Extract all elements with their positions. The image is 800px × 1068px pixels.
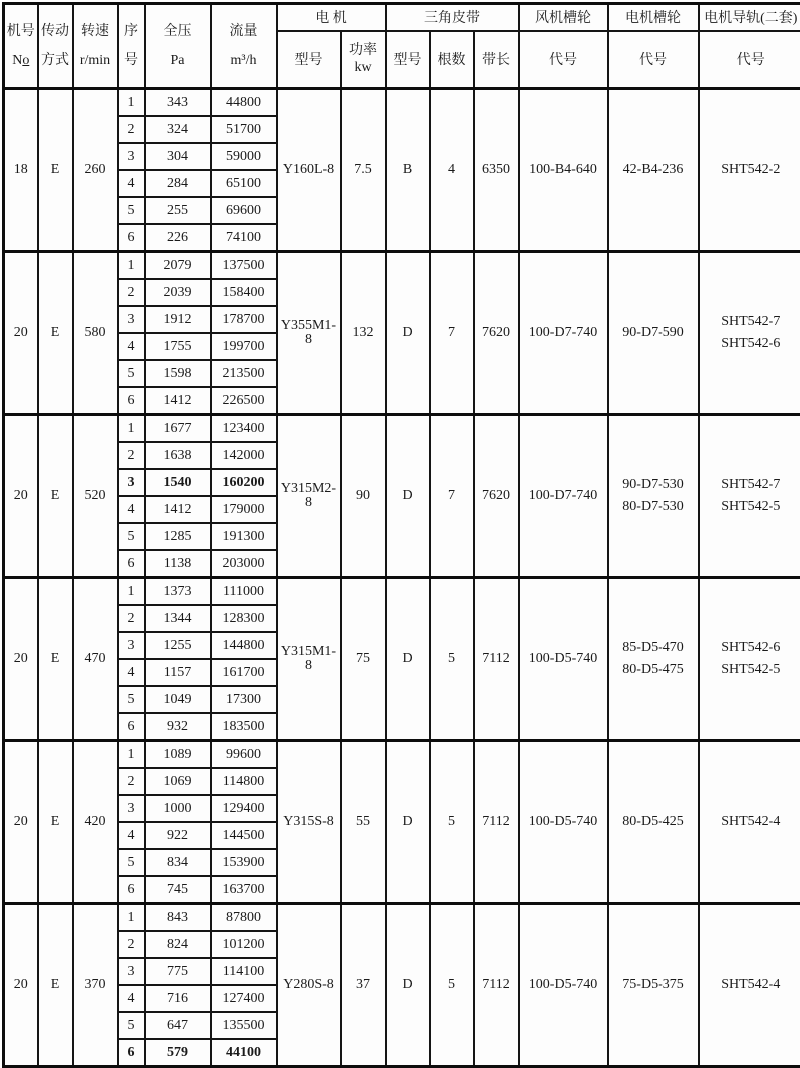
seq-cell: 6 [118, 224, 145, 252]
pressure-cell: 1755 [145, 333, 211, 360]
spec-table [2, 2, 800, 1068]
motor-sheave-cell-line: 80-D7-530 [609, 499, 698, 515]
seq-cell: 1 [118, 578, 145, 606]
motor-model-cell: Y315M2-8 [277, 415, 341, 578]
drive-cell: E [38, 415, 73, 578]
pressure-cell: 1069 [145, 768, 211, 795]
rail-cell [699, 904, 800, 1067]
flow-cell: 178700 [211, 306, 277, 333]
flow-cell: 144800 [211, 632, 277, 659]
table-row [4, 578, 800, 606]
machine-no-cell: 20 [4, 578, 38, 741]
flow-cell: 114100 [211, 958, 277, 985]
drive-cell: E [38, 89, 73, 252]
flow-cell: 203000 [211, 550, 277, 578]
col-header-pressure: 全压 Pa [145, 4, 211, 89]
flow-cell: 144500 [211, 822, 277, 849]
motor-sheave-cell-line: 80-D5-425 [609, 814, 698, 830]
rail-cell [699, 741, 800, 904]
flow-cell: 160200 [211, 469, 277, 496]
seq-cell: 3 [118, 306, 145, 333]
flow-cell: 127400 [211, 985, 277, 1012]
seq-cell: 4 [118, 985, 145, 1012]
pressure-cell: 1412 [145, 496, 211, 523]
pressure-cell: 922 [145, 822, 211, 849]
drive-cell: E [38, 904, 73, 1067]
pressure-cell: 1157 [145, 659, 211, 686]
drive-cell: E [38, 252, 73, 415]
seq-cell: 3 [118, 795, 145, 822]
pressure-cell: 1412 [145, 387, 211, 415]
fan-sheave-cell [519, 252, 608, 415]
motor-sheave-cell [608, 415, 699, 578]
pressure-cell: 1089 [145, 741, 211, 769]
rail-cell [699, 252, 800, 415]
belt-count-cell: 4 [430, 89, 474, 252]
group-header-motor-sheave: 电机槽轮 [608, 4, 699, 31]
pressure-cell: 324 [145, 116, 211, 143]
pressure-cell: 775 [145, 958, 211, 985]
motor-sheave-cell [608, 904, 699, 1067]
flow-cell: 99600 [211, 741, 277, 769]
pressure-cell: 1677 [145, 415, 211, 443]
pressure-cell: 284 [145, 170, 211, 197]
pressure-cell: 1598 [145, 360, 211, 387]
fan-sheave-cell [519, 904, 608, 1067]
flow-cell: 191300 [211, 523, 277, 550]
flow-cell: 65100 [211, 170, 277, 197]
machine-no-label-en: No [5, 53, 37, 68]
rail-cell-line: SHT542-2 [700, 162, 800, 178]
fan-sheave-cell-line: 100-D5-740 [520, 814, 607, 830]
motor-sheave-cell-line: 75-D5-375 [609, 977, 698, 993]
flow-cell: 17300 [211, 686, 277, 713]
seq-cell: 3 [118, 632, 145, 659]
seq-cell: 1 [118, 89, 145, 117]
machine-no-cell: 20 [4, 741, 38, 904]
fan-sheave-cell-line: 100-D7-740 [520, 325, 607, 341]
pressure-cell: 843 [145, 904, 211, 932]
flow-cell: 111000 [211, 578, 277, 606]
table-row [4, 741, 800, 769]
motor-sheave-cell [608, 89, 699, 252]
fan-sheave-cell [519, 741, 608, 904]
speed-cell: 260 [73, 89, 118, 252]
seq-cell: 3 [118, 469, 145, 496]
flow-cell: 128300 [211, 605, 277, 632]
seq-cell: 6 [118, 387, 145, 415]
belt-model-cell: D [386, 415, 430, 578]
pressure-cell: 304 [145, 143, 211, 170]
pressure-cell: 1049 [145, 686, 211, 713]
speed-cell: 520 [73, 415, 118, 578]
flow-cell: 199700 [211, 333, 277, 360]
flow-cell: 123400 [211, 415, 277, 443]
pressure-cell: 2079 [145, 252, 211, 280]
motor-power-cell: 37 [341, 904, 386, 1067]
motor-sheave-cell-line: 90-D7-530 [609, 477, 698, 493]
pressure-cell: 834 [145, 849, 211, 876]
speed-cell: 370 [73, 904, 118, 1067]
seq-cell: 3 [118, 958, 145, 985]
col-header-motor-model: 型号 [277, 31, 341, 89]
pressure-cell: 579 [145, 1039, 211, 1067]
flow-cell: 158400 [211, 279, 277, 306]
rail-cell [699, 578, 800, 741]
rail-cell-line: SHT542-4 [700, 814, 800, 830]
seq-cell: 2 [118, 116, 145, 143]
pressure-cell: 1000 [145, 795, 211, 822]
col-header-flow: 流量 m³/h [211, 4, 277, 89]
pressure-cell: 824 [145, 931, 211, 958]
machine-no-label-cn: 机号 [5, 24, 37, 39]
pressure-cell: 343 [145, 89, 211, 117]
motor-power-cell: 132 [341, 252, 386, 415]
seq-cell: 4 [118, 333, 145, 360]
motor-model-cell: Y315M1-8 [277, 578, 341, 741]
group-header-fan-sheave: 风机槽轮 [519, 4, 608, 31]
group-header-motor: 电 机 [277, 4, 386, 31]
rail-cell-line: SHT542-7 [700, 314, 800, 330]
table-row [4, 904, 800, 932]
motor-sheave-cell-line: 80-D5-475 [609, 662, 698, 678]
col-header-belt-model: 型号 [386, 31, 430, 89]
machine-no-cell: 20 [4, 415, 38, 578]
pressure-cell: 226 [145, 224, 211, 252]
col-header-machine-no [4, 4, 38, 89]
drive-cell: E [38, 578, 73, 741]
col-header-drive: 传动 方式 [38, 4, 73, 89]
col-header-belt-length: 带长 [474, 31, 519, 89]
motor-model-cell: Y315S-8 [277, 741, 341, 904]
seq-cell: 1 [118, 741, 145, 769]
speed-cell: 580 [73, 252, 118, 415]
col-header-rail-code: 代号 [699, 31, 800, 89]
rail-cell-line: SHT542-5 [700, 499, 800, 515]
pressure-cell: 1285 [145, 523, 211, 550]
flow-cell: 87800 [211, 904, 277, 932]
fan-sheave-cell [519, 578, 608, 741]
group-header-belt: 三角皮带 [386, 4, 519, 31]
flow-cell: 226500 [211, 387, 277, 415]
col-header-fan-sheave-code: 代号 [519, 31, 608, 89]
flow-cell: 213500 [211, 360, 277, 387]
pressure-cell: 1344 [145, 605, 211, 632]
motor-model-cell: Y280S-8 [277, 904, 341, 1067]
pressure-cell: 932 [145, 713, 211, 741]
fan-sheave-cell [519, 89, 608, 252]
seq-cell: 5 [118, 523, 145, 550]
seq-cell: 1 [118, 252, 145, 280]
seq-cell: 2 [118, 768, 145, 795]
belt-count-cell: 5 [430, 578, 474, 741]
table-row [4, 89, 800, 117]
speed-cell: 420 [73, 741, 118, 904]
rail-cell-line: SHT542-7 [700, 477, 800, 493]
spec-table-header [4, 4, 800, 89]
flow-cell: 183500 [211, 713, 277, 741]
flow-cell: 163700 [211, 876, 277, 904]
pressure-cell: 1138 [145, 550, 211, 578]
rail-cell [699, 89, 800, 252]
flow-cell: 74100 [211, 224, 277, 252]
pressure-cell: 647 [145, 1012, 211, 1039]
flow-cell: 129400 [211, 795, 277, 822]
seq-cell: 5 [118, 1012, 145, 1039]
motor-sheave-cell-line: 85-D5-470 [609, 640, 698, 656]
col-header-motor-power: 功率 kw [341, 31, 386, 89]
header-group-row [4, 4, 800, 31]
belt-model-cell: D [386, 578, 430, 741]
belt-model-cell: D [386, 252, 430, 415]
motor-power-cell: 75 [341, 578, 386, 741]
flow-cell: 114800 [211, 768, 277, 795]
flow-cell: 161700 [211, 659, 277, 686]
pressure-cell: 745 [145, 876, 211, 904]
seq-cell: 1 [118, 904, 145, 932]
motor-power-cell: 55 [341, 741, 386, 904]
flow-cell: 179000 [211, 496, 277, 523]
seq-cell: 1 [118, 415, 145, 443]
seq-cell: 2 [118, 931, 145, 958]
flow-cell: 101200 [211, 931, 277, 958]
fan-sheave-cell-line: 100-B4-640 [520, 162, 607, 178]
pressure-cell: 716 [145, 985, 211, 1012]
motor-sheave-cell-line: 90-D7-590 [609, 325, 698, 341]
table-row [4, 252, 800, 280]
machine-no-cell: 20 [4, 904, 38, 1067]
seq-cell: 6 [118, 1039, 145, 1067]
machine-no-cell: 18 [4, 89, 38, 252]
flow-cell: 51700 [211, 116, 277, 143]
seq-cell: 6 [118, 550, 145, 578]
group-header-rail: 电机导轨(二套) [699, 4, 800, 31]
motor-sheave-cell-line: 42-B4-236 [609, 162, 698, 178]
pressure-cell: 255 [145, 197, 211, 224]
col-header-belt-count: 根数 [430, 31, 474, 89]
seq-cell: 5 [118, 197, 145, 224]
rail-cell [699, 415, 800, 578]
seq-cell: 2 [118, 442, 145, 469]
col-header-motor-sheave-code: 代号 [608, 31, 699, 89]
pressure-cell: 1373 [145, 578, 211, 606]
pressure-cell: 1540 [145, 469, 211, 496]
col-header-speed: 转速 r/min [73, 4, 118, 89]
belt-model-cell: D [386, 904, 430, 1067]
seq-cell: 6 [118, 713, 145, 741]
flow-cell: 153900 [211, 849, 277, 876]
pressure-cell: 1912 [145, 306, 211, 333]
machine-no-cell: 20 [4, 252, 38, 415]
belt-length-cell: 6350 [474, 89, 519, 252]
motor-sheave-cell [608, 741, 699, 904]
motor-sheave-cell [608, 252, 699, 415]
pressure-cell: 1255 [145, 632, 211, 659]
pressure-cell: 1638 [145, 442, 211, 469]
rail-cell-line: SHT542-6 [700, 640, 800, 656]
belt-model-cell: D [386, 741, 430, 904]
rail-cell-line: SHT542-6 [700, 336, 800, 352]
fan-sheave-cell [519, 415, 608, 578]
seq-cell: 5 [118, 360, 145, 387]
flow-cell: 142000 [211, 442, 277, 469]
belt-count-cell: 7 [430, 252, 474, 415]
drive-cell: E [38, 741, 73, 904]
fan-sheave-cell-line: 100-D5-740 [520, 977, 607, 993]
motor-power-cell: 7.5 [341, 89, 386, 252]
rail-cell-line: SHT542-5 [700, 662, 800, 678]
fan-sheave-cell-line: 100-D7-740 [520, 488, 607, 504]
seq-cell: 4 [118, 170, 145, 197]
belt-count-cell: 5 [430, 741, 474, 904]
table-row [4, 415, 800, 443]
rail-cell-line: SHT542-4 [700, 977, 800, 993]
spec-table-body [4, 89, 800, 1067]
flow-cell: 44100 [211, 1039, 277, 1067]
seq-cell: 6 [118, 876, 145, 904]
belt-model-cell: B [386, 89, 430, 252]
seq-cell: 4 [118, 659, 145, 686]
scanned-spec-sheet [0, 2, 800, 992]
seq-cell: 5 [118, 686, 145, 713]
fan-sheave-cell-line: 100-D5-740 [520, 651, 607, 667]
belt-length-cell: 7112 [474, 904, 519, 1067]
belt-length-cell: 7112 [474, 578, 519, 741]
col-header-seq: 序 号 [118, 4, 145, 89]
seq-cell: 4 [118, 496, 145, 523]
belt-count-cell: 5 [430, 904, 474, 1067]
flow-cell: 137500 [211, 252, 277, 280]
seq-cell: 4 [118, 822, 145, 849]
flow-cell: 135500 [211, 1012, 277, 1039]
flow-cell: 59000 [211, 143, 277, 170]
seq-cell: 2 [118, 279, 145, 306]
motor-power-cell: 90 [341, 415, 386, 578]
flow-cell: 44800 [211, 89, 277, 117]
motor-model-cell: Y160L-8 [277, 89, 341, 252]
flow-cell: 69600 [211, 197, 277, 224]
seq-cell: 2 [118, 605, 145, 632]
motor-model-cell: Y355M1-8 [277, 252, 341, 415]
belt-length-cell: 7112 [474, 741, 519, 904]
speed-cell: 470 [73, 578, 118, 741]
belt-count-cell: 7 [430, 415, 474, 578]
belt-length-cell: 7620 [474, 252, 519, 415]
seq-cell: 3 [118, 143, 145, 170]
motor-sheave-cell [608, 578, 699, 741]
pressure-cell: 2039 [145, 279, 211, 306]
seq-cell: 5 [118, 849, 145, 876]
belt-length-cell: 7620 [474, 415, 519, 578]
